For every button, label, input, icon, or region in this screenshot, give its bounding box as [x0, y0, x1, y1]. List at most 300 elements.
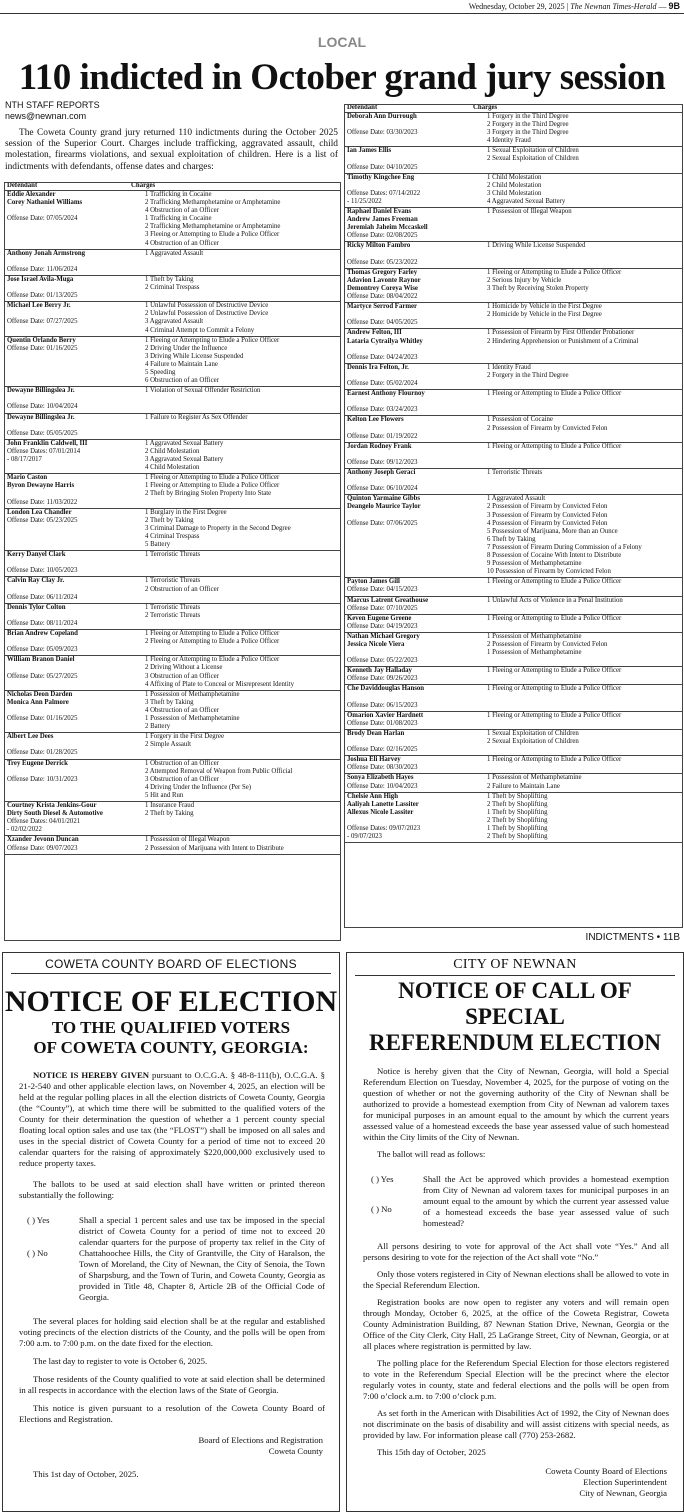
offense-date	[7, 707, 142, 715]
offense-date	[347, 155, 487, 163]
election-kicker: COWETA COUNTY BOARD OF ELECTIONS	[45, 957, 297, 971]
byline	[5, 100, 100, 122]
charge-item: 5 Hit and Run	[145, 791, 184, 799]
charges-cell	[145, 577, 219, 593]
charge-item: 1 Driving While License Suspended	[487, 242, 586, 250]
table-row	[5, 630, 340, 656]
charge-item: 3 Theft by Receiving Stolen Property	[487, 284, 589, 292]
defendant-cell	[7, 387, 142, 411]
charge-item: 1 Possession of Methamphetamine	[487, 632, 582, 640]
charge-item: 1 Forgery in the First Degree	[145, 733, 224, 741]
charge-item: 1 Possession of Illegal Weapon	[145, 836, 230, 844]
election-ballot	[19, 1215, 325, 1303]
indictments-table-left	[4, 182, 341, 941]
charges-cell	[487, 685, 621, 693]
charge-item: 2 Criminal Trespass	[145, 284, 200, 292]
charge-item: 2 Theft by Taking	[145, 516, 194, 524]
defendant-name: Kerry Danyel Clark	[7, 551, 66, 559]
offense-date: Offense Date: 05/09/2023	[7, 646, 78, 654]
offense-date: Offense Date: 10/04/2024	[7, 403, 78, 411]
indictments-table-right	[344, 104, 683, 928]
charge-item: 2 Hindering Apprehension or Punishment of a Criminal	[487, 337, 639, 345]
charge-item: 1 Terroristic Threats	[145, 577, 201, 585]
defendant-name: Thomas Gregory Farley	[347, 268, 418, 276]
defendant-name: Ian James Ellis	[347, 147, 392, 155]
table-row	[345, 147, 682, 173]
charge-item: 2 Failure to Maintain Lane	[487, 782, 560, 790]
defendant-name: Nathan Michael Gregory	[347, 632, 420, 640]
charge-item: 2 Child Molestation	[487, 181, 542, 189]
charge-item: 2 Possession of Firearm by Convicted Felon	[487, 503, 608, 511]
defendant-name: Quentin Orlando Berry	[7, 336, 76, 344]
charge-item: 8 Possession of Cocaine With Intent to Distribute	[487, 551, 622, 559]
defendant-cell	[347, 685, 487, 709]
table-row	[345, 208, 682, 242]
charge-item: 1 Possession of Methamphetamine	[487, 774, 582, 782]
offense-date: Offense Date: 08/11/2024	[7, 619, 78, 627]
defendant-name: Allexus Nicole Lassiter	[347, 808, 414, 816]
defendant-name: Che Daviddouglas Hanson	[347, 685, 425, 693]
ballot-question: Shall a special 1 percent sales and use tax be imposed in the special district of Coweta County for a period of time not to exceed 20 calendar quarters for the purpose of property tax relief in the City of Chattahoochee Hills, the City of Grantville, the City of Haralson, the Town of Moreland, the City of Newnan, the City of Senoia, the Town of Sharpsburg, and the Town of Turin, and Coweta County, Georgia as provided in Title 48, Chapter 8, Article 2B of the Official Code of Georgia.	[79, 1215, 325, 1302]
defendant-cell	[7, 551, 142, 575]
charges-cell	[487, 113, 568, 145]
charge-item: 1 Trafficking in Cocaine	[145, 191, 212, 198]
charge-item: 2 Trafficking Methamphetamine or Amphetamine	[145, 223, 281, 231]
charge-item: 1 Terroristic Threats	[145, 603, 201, 611]
charges-cell	[145, 604, 200, 620]
table-row	[345, 597, 682, 615]
offense-date	[7, 559, 142, 567]
defendant-cell	[347, 578, 487, 594]
defendant-cell	[7, 276, 142, 300]
charge-item: 2 Possession of Firearm by Convicted Felon	[487, 640, 608, 648]
charge-item: 1 Fleeing or Attempting to Elude a Police Officer	[487, 756, 622, 764]
page-number: 9B	[668, 1, 680, 11]
charges-cell	[487, 578, 621, 586]
charges-cell	[145, 191, 280, 248]
defendant-name: Monica Ann Palmore	[7, 698, 69, 706]
table-row	[345, 615, 682, 633]
table-row	[345, 756, 682, 774]
table-row	[5, 276, 340, 302]
charges-cell	[145, 760, 292, 800]
charges-cell	[487, 390, 621, 398]
defendant-name: John Franklin Caldwell, III	[7, 439, 88, 447]
charges-cell	[487, 667, 621, 675]
charge-item: 1 Terroristic Threats	[145, 551, 201, 559]
referendum-question: Shall the Act be approved which provides a homestead exemption from City of Newnan ad valorem taxes for municipal purposes in an amount equal to the amount by which the current year assessed value of a homestead exceeds the base year assessed value of such homestead?	[423, 1174, 669, 1228]
election-subtitle-1: TO THE QUALIFIED VOTERS	[51, 1018, 291, 1037]
charges-cell	[145, 733, 224, 749]
charge-item: 2 Theft by Taking	[145, 810, 194, 818]
defendant-cell	[347, 667, 487, 683]
offense-date	[347, 694, 487, 702]
offense-date: Offense Date: 06/10/2024	[347, 485, 418, 493]
offense-date: - 11/25/2022	[347, 197, 382, 205]
ballot-yes: ( ) Yes	[27, 1215, 50, 1225]
table-row	[345, 774, 682, 792]
offense-date	[347, 477, 487, 485]
election-paragraph-3: The several places for holding said election shall be at the regular and established voting precincts of the election districts of the County, and the polls will be open from 7:00 a.m. to 7:00 p.m. on the date fixed for the election.	[19, 1316, 325, 1348]
table-row	[5, 836, 340, 854]
table-row	[5, 474, 340, 508]
charges-cell	[487, 174, 565, 206]
defendant-name: Dewayne Billingslea Jr.	[7, 387, 75, 395]
charges-cell	[145, 656, 294, 688]
table-row	[5, 302, 340, 336]
defendant-name: Dirty South Diesel & Automotive	[7, 810, 103, 818]
charge-item: 2 Attempted Removal of Weapon from Public Official	[145, 767, 293, 775]
defendant-cell	[7, 191, 142, 223]
defendant-name: Mario Caston	[7, 474, 48, 482]
table-row	[345, 730, 682, 756]
defendant-name: Brian Andrew Copeland	[7, 630, 78, 638]
charge-item: 1 Failure to Register As Sex Offender	[145, 413, 248, 421]
offense-date: Offense Date: 05/02/2024	[347, 380, 418, 388]
charge-item: 1 Fleeing or Attempting to Elude a Police Officer	[487, 614, 622, 622]
defendant-name: Albert Lee Dees	[7, 733, 54, 741]
referendum-paragraph-3: All persons desiring to vote for approval of the Act shall vote “Yes.” And all persons desiring to vote for the rejection of the Act shall vote “No.”	[363, 1241, 669, 1262]
masthead-rule	[0, 13, 684, 14]
defendant-cell	[7, 250, 142, 274]
defendant-name: Andrew James Freeman	[347, 216, 418, 224]
offense-date	[7, 612, 142, 620]
table-row	[5, 802, 340, 836]
offense-date: Offense Date: 07/10/2025	[347, 604, 418, 612]
charge-item: 6 Theft by Taking	[487, 535, 536, 543]
defendant-name: Quinton Yarmaine Gibbs	[347, 495, 421, 503]
charge-item: 2 Theft by Shoplifting	[487, 800, 548, 808]
offense-date	[347, 182, 487, 190]
charges-cell	[487, 269, 621, 293]
offense-date: Offense Date: 03/30/2023	[347, 129, 418, 137]
charge-item: 2 Driving Under the Influence	[145, 344, 228, 352]
charge-item: 1 Terroristic Threats	[487, 469, 543, 477]
offense-date	[7, 638, 142, 646]
defendant-name: Timothy Kingchee Eng	[347, 173, 415, 181]
defendant-cell	[7, 414, 142, 438]
charge-item: 1 Theft by Shoplifting	[487, 825, 548, 832]
offense-date: Offense Date: 05/23/2025	[7, 516, 78, 524]
charge-item: 3 Forgery in the Third Degree	[487, 129, 569, 137]
charge-item: 1 Theft by Shoplifting	[487, 808, 548, 816]
election-subtitle-2: OF COWETA COUNTY, GEORGIA:	[33, 1038, 309, 1057]
notice-of-election	[2, 952, 340, 1512]
table-row	[5, 414, 340, 440]
charge-item: 1 Sexual Exploitation of Children	[487, 729, 579, 737]
charge-item: 1 Forgery in the Third Degree	[487, 113, 569, 120]
offense-date	[347, 251, 487, 259]
defendant-cell	[7, 691, 142, 723]
offense-date: Offense Date: 10/31/2023	[7, 775, 78, 783]
offense-date	[347, 738, 487, 746]
charge-item: 3 Obstruction of an Officer	[145, 775, 219, 783]
charges-cell	[145, 509, 291, 549]
election-signature-2: Coweta County	[268, 1446, 323, 1456]
referendum-paragraph-6: The polling place for the Referendum Special Election for those electors registered to vote in the Referendum Special Election will be the precinct where the elector regularly votes in county, state and federal elections and the polls will be open from 7:00 o’clock a.m. to 7:00 o’clock p.m.	[363, 1358, 669, 1401]
offense-date	[347, 649, 487, 657]
charge-item: 1 Unlawful Possession of Destructive Device	[145, 302, 269, 310]
offense-date	[347, 398, 487, 406]
charge-item: 3 Theft by Taking	[145, 698, 194, 706]
defendant-cell	[347, 712, 487, 728]
defendant-name: Jeremiah Jaheim Mccaskell	[347, 224, 428, 232]
offense-date: Offense Date: 07/05/2024	[7, 215, 78, 223]
table-row	[345, 685, 682, 711]
charges-cell	[145, 440, 223, 472]
charge-item: 4 Obstruction of an Officer	[145, 207, 219, 215]
defendant-name: Joshua Eli Harvey	[347, 756, 401, 764]
defendant-cell	[7, 509, 142, 525]
offense-date	[347, 121, 487, 129]
offense-date	[347, 512, 487, 520]
defendant-name: Sonya Elizabeth Hayes	[347, 774, 414, 782]
referendum-paragraph-1: Notice is hereby given that the City of Newnan, Georgia, will hold a Special Referendum Election on Tuesday, November 4, 2025, for the purpose of voting on the question of whether or not the governing authority of the City of Newnan shall be authorized to provide a homestead exemption from City of Newnan ad valorem taxes for municipal purposes in an amount equal to the amount by which the current years assessed value of a homestead exceeds the base year assessed value of such homestead within the City limits of the City of Newnan.	[363, 1066, 669, 1142]
offense-date	[7, 741, 142, 749]
defendant-name: Kenneth Jay Halladay	[347, 667, 412, 675]
defendant-name: Anthony Jonah Armstrong	[7, 249, 86, 257]
defendant-name: Corey Nathaniel Williams	[7, 199, 83, 207]
referendum-paragraph-5: Registration books are now open to register any voters and will remain open through Monday, October 6, 2025, at the office of the Coweta Registrar, Coweta County Administration Building, 87 Newnan Station Drive, Newnan, Georgia or the Office of the City Clerk, City Hall, 25 LaGrange Street, City of Newnan, Georgia, or at all places where registration is permitted by law.	[363, 1297, 669, 1351]
offense-date: Offense Dates: 09/07/2023	[347, 825, 421, 832]
header-defendant: Defendant	[347, 104, 378, 111]
table-row	[5, 387, 340, 413]
charges-cell	[145, 836, 284, 852]
defendant-name: Nicholas Deon Darden	[7, 690, 73, 698]
charge-item: 3 Aggravated Sexual Battery	[145, 456, 224, 464]
table-row	[345, 269, 682, 303]
defendant-name: London Lea Chandler	[7, 508, 72, 516]
offense-date: Offense Date: 01/16/2025	[7, 715, 78, 722]
offense-date: Offense Date: 01/08/2023	[347, 719, 418, 727]
offense-date	[7, 664, 142, 672]
charge-item: 2 Trafficking Methamphetamine or Amphetamine	[145, 199, 281, 207]
defendant-cell	[7, 577, 142, 601]
offense-date	[7, 310, 142, 318]
charges-cell	[487, 495, 642, 576]
offense-date: Offense Date: 01/13/2025	[7, 292, 78, 300]
defendant-cell	[7, 760, 142, 784]
election-paragraph-2: The ballots to be used at said election shall have written or printed thereon substantially the following:	[19, 1179, 325, 1200]
defendant-name: Deborah Ann Durrough	[347, 113, 417, 120]
offense-date: Offense Dates: 07/01/2014	[7, 447, 81, 455]
table-row	[5, 191, 340, 250]
offense-date: Offense Date: 03/24/2023	[347, 406, 418, 414]
offense-date	[347, 346, 487, 354]
charge-item: 1 Insurance Fraud	[145, 802, 195, 810]
table-row	[345, 364, 682, 390]
defendant-cell	[347, 208, 487, 240]
charge-item: 4 Driving Under the Influence (Per Se)	[145, 783, 252, 791]
offense-date: Offense Date: 05/27/2025	[7, 672, 78, 680]
charge-item: 1 Aggravated Assault	[487, 495, 546, 503]
defendant-cell	[7, 802, 142, 834]
charge-item: 5 Battery	[145, 541, 171, 549]
charge-item: 1 Violation of Sexual Offender Restriction	[145, 387, 261, 395]
offense-date: Offense Date: 11/03/2022	[7, 498, 78, 506]
referendum-title-2: REFERENDUM ELECTION	[368, 1030, 661, 1055]
defendant-name: Demontrey Coreya Wise	[347, 284, 418, 292]
charge-item: 1 Fleeing or Attempting to Elude a Police Officer	[487, 268, 622, 276]
defendant-cell	[347, 242, 487, 266]
charge-item: 10 Possession of Firearm by Convicted Felon	[487, 568, 611, 576]
referendum-yes: ( ) Yes	[371, 1174, 394, 1184]
byline-email[interactable]: news@newnan.com	[5, 111, 87, 121]
charge-item: 2 Driving Without a License	[145, 664, 223, 672]
charges-cell	[487, 597, 623, 605]
table-row	[345, 416, 682, 442]
defendant-cell	[7, 302, 142, 326]
charge-item: 4 Affixing of Plate to Conceal or Misrepresent Identity	[145, 680, 294, 688]
defendant-name: Marcus Latrent Greathouse	[347, 596, 429, 604]
charge-item: 1 Fleeing or Attempting to Elude a Police Officer	[145, 474, 280, 482]
charge-item: 4 Aggravated Sexual Battery	[487, 197, 566, 205]
charges-cell	[487, 793, 547, 842]
offense-date	[7, 258, 142, 266]
referendum-date: This 15th day of October, 2025	[377, 1447, 486, 1457]
charge-item: 3 Fleeing or Attempting to Elude a Police Officer	[145, 231, 280, 239]
offense-date: Offense Date: 01/16/2025	[7, 344, 78, 352]
offense-date	[7, 586, 142, 594]
notice-of-referendum	[346, 952, 684, 1512]
offense-date: Offense Date: 04/05/2025	[347, 319, 418, 327]
defendant-cell	[347, 364, 487, 388]
defendant-name: Martyce Serrod Farmer	[347, 303, 418, 311]
offense-date: Offense Date: 09/12/2023	[347, 458, 418, 466]
charge-item: 4 Failure to Maintain Lane	[145, 360, 218, 368]
offense-date	[7, 768, 142, 776]
table-row	[345, 793, 682, 844]
charges-cell	[145, 387, 260, 395]
offense-date	[347, 451, 487, 459]
table-row	[5, 337, 340, 388]
election-paragraph-5: Those residents of the County qualified to vote at said election shall be determined in all respects in accordance with the election laws of the State of Georgia.	[19, 1374, 325, 1395]
referendum-signature-1: Coweta County Board of Elections	[545, 1466, 667, 1476]
table-header	[5, 183, 340, 191]
charge-item: 2 Possession of Marijuana with Intent to Distribute	[145, 844, 284, 852]
defendant-cell	[347, 113, 487, 137]
charge-item: 1 Child Molestation	[487, 173, 542, 181]
defendant-cell	[347, 303, 487, 327]
defendant-name: Calvin Ray Clay Jr.	[7, 577, 65, 585]
election-lead: NOTICE IS HEREBY GIVEN	[33, 1070, 150, 1080]
defendant-name: Kelton Lee Flowers	[347, 416, 404, 424]
charge-item: 2 Unlawful Possession of Destructive Device	[145, 310, 269, 318]
defendant-cell	[347, 597, 487, 613]
header-charges: Charges	[131, 182, 156, 189]
charges-cell	[145, 691, 240, 731]
defendant-cell	[347, 756, 487, 772]
charges-cell	[487, 712, 621, 720]
charge-item: 2 Serious Injury by Vehicle	[487, 276, 562, 284]
charge-item: 4 Child Molestation	[145, 464, 200, 472]
table-row	[5, 760, 340, 803]
table-row	[345, 303, 682, 329]
offense-date: Offense Date: 04/24/2023	[347, 353, 418, 361]
charges-cell	[487, 443, 621, 451]
charge-item: 4 Possession of Firearm by Convicted Felon	[487, 519, 608, 527]
charge-item: 4 Identity Fraud	[487, 137, 531, 145]
charge-item: 5 Possession of Marijuana, More than an Ounce	[487, 527, 618, 535]
ballot-no: ( ) No	[27, 1248, 48, 1258]
table-row	[345, 329, 682, 363]
charges-cell	[487, 633, 607, 657]
defendant-name: Jessica Nicole Viera	[347, 640, 405, 648]
referendum-ballot	[363, 1174, 669, 1229]
charge-item: 1 Trafficking in Cocaine	[145, 215, 212, 223]
charge-item: 4 Criminal Attempt to Commit a Felony	[145, 326, 255, 334]
election-paragraph-4: The last day to register to vote is October 6, 2025.	[33, 1356, 208, 1366]
charge-item: 3 Driving While License Suspended	[145, 352, 244, 360]
table-row	[345, 174, 682, 208]
charge-item: 1 Possession of Illegal Weapon	[487, 208, 572, 216]
charge-item: 9 Possession of Methamphetamine	[487, 560, 582, 568]
charge-item: 3 Obstruction of an Officer	[145, 672, 219, 680]
defendant-name: Anthony Joseph Geraci	[347, 469, 416, 477]
offense-date: Offense Date: 09/07/2023	[7, 844, 78, 852]
table-row	[345, 712, 682, 730]
offense-date: Offense Dates: 04/01/2021	[7, 818, 81, 826]
offense-date	[7, 490, 142, 498]
defendant-name: Lataria Cytrailya Whitley	[347, 337, 423, 345]
masthead-paper: The Newnan Times-Herald	[570, 2, 657, 11]
charges-cell	[487, 147, 579, 163]
offense-date	[7, 207, 142, 215]
table-row	[5, 733, 340, 759]
offense-date: Offense Date: 08/30/2023	[347, 764, 418, 772]
referendum-signature-3: City of Newnan, Georgia	[579, 1488, 667, 1498]
charge-item: 1 Possession of Firearm by First Offender Probationer	[487, 329, 635, 337]
table-row	[5, 577, 340, 603]
offense-date: Offense Date: 04/19/2023	[347, 622, 418, 630]
table-row	[5, 440, 340, 474]
defendant-cell	[347, 443, 487, 467]
offense-date: Offense Date: 04/15/2023	[347, 586, 418, 594]
table-row	[345, 113, 682, 147]
table-row	[345, 469, 682, 495]
defendant-cell	[347, 774, 487, 790]
referendum-title-1: NOTICE OF CALL OF SPECIAL	[398, 978, 632, 1029]
masthead-date: Wednesday, October 29, 2025	[468, 2, 565, 11]
charge-item: 4 Criminal Trespass	[145, 532, 200, 540]
defendant-cell	[7, 474, 142, 506]
charge-item: 2 Terroristic Threats	[145, 611, 201, 619]
defendant-name: Ricky Milton Fambro	[347, 242, 411, 250]
charge-item: 1 Fleeing or Attempting to Elude a Police Officer	[487, 442, 622, 450]
table-row	[5, 551, 340, 577]
defendant-cell	[347, 269, 487, 301]
charges-cell	[487, 364, 568, 380]
charge-item: 3 Possession of Firearm by Convicted Felon	[487, 511, 608, 519]
charges-cell	[487, 774, 582, 790]
charge-item: 1 Fleeing or Attempting to Elude a Police Officer	[487, 390, 622, 398]
defendant-cell	[347, 495, 487, 527]
charges-cell	[145, 414, 248, 422]
offense-date: Offense Date: 07/27/2025	[7, 318, 78, 326]
election-date: This 1st day of October, 2025.	[33, 1469, 139, 1479]
referendum-signature-2: Election Superintendent	[583, 1477, 667, 1487]
continued-label: INDICTMENTS • 11B	[585, 932, 680, 943]
election-rule	[11, 973, 331, 974]
table-row	[5, 509, 340, 552]
offense-date: - 02/02/2022	[7, 826, 42, 834]
offense-date: Offense Date: 02/08/2025	[347, 232, 418, 240]
charge-item: 2 Theft by Shoplifting	[487, 833, 548, 841]
offense-date: Offense Date: 01/19/2022	[347, 432, 418, 440]
offense-date	[347, 372, 487, 380]
offense-date: Offense Date: 06/11/2024	[7, 593, 78, 601]
charge-item: 3 Criminal Damage to Property in the Second Degree	[145, 524, 291, 532]
